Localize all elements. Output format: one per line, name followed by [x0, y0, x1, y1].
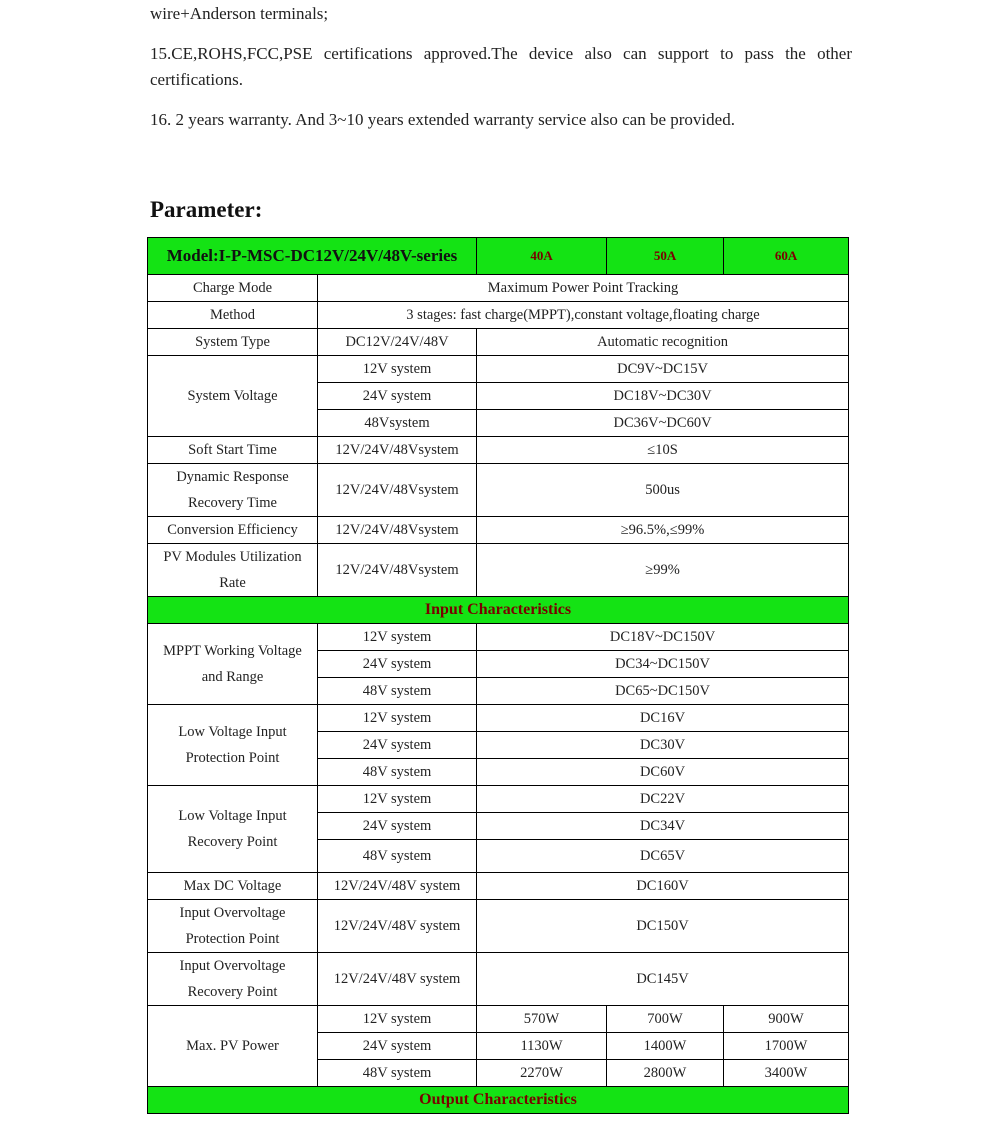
param-system: 12V/24V/48V system	[318, 953, 477, 1006]
param-label	[148, 953, 318, 1006]
section-row	[148, 597, 849, 624]
param-system: 12V/24V/48V system	[318, 873, 477, 900]
table-row	[148, 464, 849, 517]
param-system: 12V system	[318, 624, 477, 651]
param-system: 48V system	[318, 678, 477, 705]
power-60a: 1700W	[724, 1033, 849, 1060]
table-row	[148, 302, 849, 329]
label-line: Recovery Point	[187, 984, 278, 1000]
param-system: 24V system	[318, 1033, 477, 1060]
param-system: 48V system	[318, 1060, 477, 1087]
param-label	[148, 900, 318, 953]
label-line: Dynamic Response	[176, 469, 289, 485]
paragraph-wire-terminals: wire+Anderson terminals;	[150, 4, 329, 23]
label-line: Protection Point	[185, 931, 280, 947]
label-line: Input Overvoltage	[179, 958, 286, 974]
param-value: DC16V	[477, 705, 849, 732]
param-system: 12V system	[318, 786, 477, 813]
param-label: Max. PV Power	[148, 1006, 318, 1087]
power-50a: 700W	[607, 1006, 724, 1033]
label-line: Rate	[219, 575, 246, 591]
param-value: DC145V	[477, 953, 849, 1006]
power-40a: 1130W	[477, 1033, 607, 1060]
param-value: DC36V~DC60V	[477, 410, 849, 437]
label-line: Input Overvoltage	[179, 905, 286, 921]
paragraph-warranty: 16. 2 years warranty. And 3~10 years extended warranty service also can be provided.	[150, 110, 735, 129]
param-system: 12V system	[318, 705, 477, 732]
table-row	[148, 705, 849, 732]
param-system: 48V system	[318, 840, 477, 873]
paragraph-certifications: 15.CE,ROHS,FCC,PSE certifications approved.The device also can support to pass the other certifications.	[150, 44, 852, 89]
output-section-title: Output Characteristics	[148, 1087, 849, 1114]
table-row	[148, 517, 849, 544]
table-row	[148, 953, 849, 1006]
param-value: Maximum Power Point Tracking	[318, 275, 849, 302]
param-system: 12V/24V/48V system	[318, 900, 477, 953]
table-row	[148, 786, 849, 813]
param-label	[148, 705, 318, 786]
table-row	[148, 437, 849, 464]
section-row	[148, 1087, 849, 1114]
label-line: Low Voltage Input	[178, 808, 287, 824]
current-50a: 50A	[607, 238, 724, 275]
param-label: Max DC Voltage	[148, 873, 318, 900]
param-value: DC22V	[477, 786, 849, 813]
param-system: 24V system	[318, 732, 477, 759]
param-label: Conversion Efficiency	[148, 517, 318, 544]
param-label: Method	[148, 302, 318, 329]
param-value: ≤10S	[477, 437, 849, 464]
power-50a: 2800W	[607, 1060, 724, 1087]
table-row	[148, 356, 849, 383]
param-system: DC12V/24V/48V	[318, 329, 477, 356]
param-label	[148, 464, 318, 517]
param-label: Soft Start Time	[148, 437, 318, 464]
power-60a: 900W	[724, 1006, 849, 1033]
param-value: 3 stages: fast charge(MPPT),constant voltage,floating charge	[318, 302, 849, 329]
param-value: DC18V~DC30V	[477, 383, 849, 410]
param-system: 24V system	[318, 813, 477, 840]
model-cell: Model:I-P-MSC-DC12V/24V/48V-series	[148, 238, 477, 275]
table-header-row	[148, 238, 849, 275]
table-row	[148, 873, 849, 900]
param-system: 24V system	[318, 383, 477, 410]
power-60a: 3400W	[724, 1060, 849, 1087]
param-label: Charge Mode	[148, 275, 318, 302]
label-line: PV Modules Utilization	[163, 549, 302, 565]
param-system: 12V system	[318, 1006, 477, 1033]
table-row	[148, 900, 849, 953]
param-system: 12V/24V/48Vsystem	[318, 464, 477, 517]
param-system: 48V system	[318, 759, 477, 786]
input-section-title: Input Characteristics	[148, 597, 849, 624]
param-value: DC9V~DC15V	[477, 356, 849, 383]
param-value: DC65~DC150V	[477, 678, 849, 705]
param-value: 500us	[477, 464, 849, 517]
param-system: 12V system	[318, 356, 477, 383]
power-40a: 570W	[477, 1006, 607, 1033]
param-label: System Type	[148, 329, 318, 356]
param-value: Automatic recognition	[477, 329, 849, 356]
parameter-table	[147, 237, 849, 1114]
table-row	[148, 1006, 849, 1033]
param-value: DC150V	[477, 900, 849, 953]
param-system: 12V/24V/48Vsystem	[318, 437, 477, 464]
param-value: DC65V	[477, 840, 849, 873]
param-value: DC34~DC150V	[477, 651, 849, 678]
label-line: Protection Point	[185, 750, 280, 766]
param-value: DC30V	[477, 732, 849, 759]
param-system: 12V/24V/48Vsystem	[318, 544, 477, 597]
param-value: DC18V~DC150V	[477, 624, 849, 651]
table-row	[148, 624, 849, 651]
param-value: ≥96.5%,≤99%	[477, 517, 849, 544]
table-row	[148, 544, 849, 597]
power-50a: 1400W	[607, 1033, 724, 1060]
current-40a: 40A	[477, 238, 607, 275]
param-value: DC60V	[477, 759, 849, 786]
param-system: 48Vsystem	[318, 410, 477, 437]
param-label	[148, 544, 318, 597]
label-line: Low Voltage Input	[178, 724, 287, 740]
param-value: DC160V	[477, 873, 849, 900]
param-label	[148, 624, 318, 705]
label-line: Recovery Point	[187, 834, 278, 850]
label-line: and Range	[201, 669, 264, 685]
label-line: Recovery Time	[187, 495, 277, 511]
param-value: ≥99%	[477, 544, 849, 597]
param-value: DC34V	[477, 813, 849, 840]
table-row	[148, 329, 849, 356]
current-60a: 60A	[724, 238, 849, 275]
parameter-heading: Parameter:	[150, 197, 263, 222]
table-row	[148, 275, 849, 302]
param-system: 24V system	[318, 651, 477, 678]
param-label	[148, 786, 318, 873]
param-system: 12V/24V/48Vsystem	[318, 517, 477, 544]
power-40a: 2270W	[477, 1060, 607, 1087]
param-label: System Voltage	[148, 356, 318, 437]
label-line: MPPT Working Voltage	[163, 643, 302, 659]
